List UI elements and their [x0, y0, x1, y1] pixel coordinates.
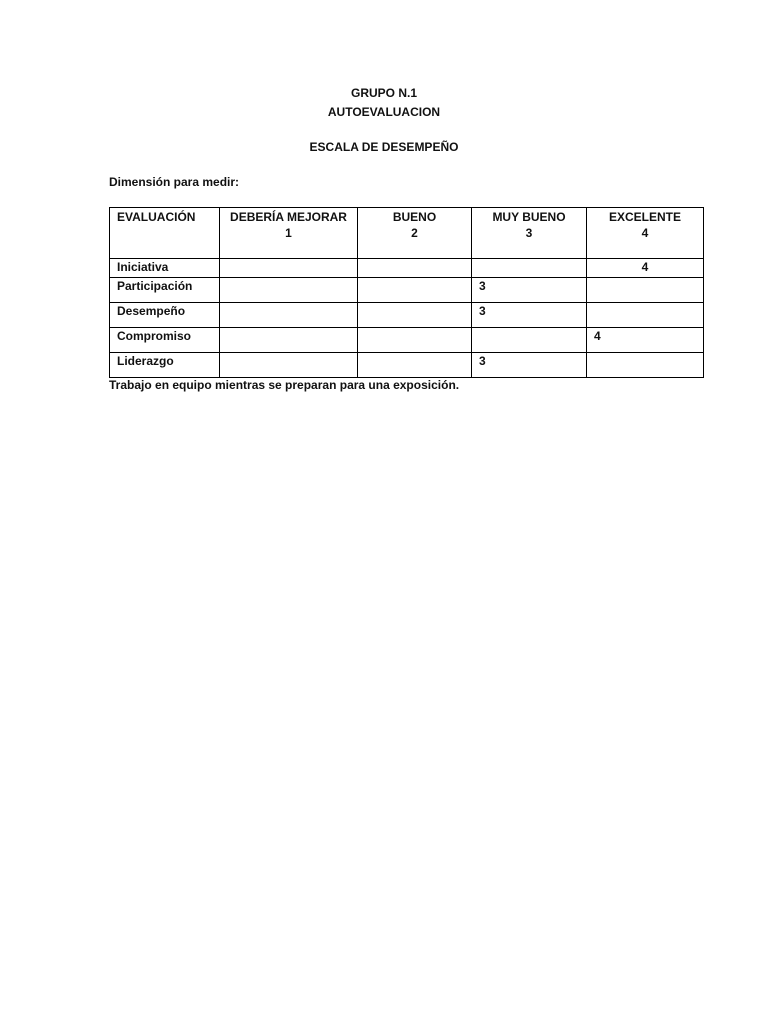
score-cell-1 [220, 303, 358, 328]
score-cell-2 [358, 303, 472, 328]
header-deberia-mejorar [220, 208, 358, 259]
criterion-cell: Participación [110, 278, 220, 303]
score-cell-4 [587, 353, 704, 378]
header-label: EXCELENTE [608, 210, 681, 224]
header-evaluacion [110, 208, 220, 259]
header-label: EVALUACIÓN [117, 210, 196, 224]
table-caption: Trabajo en equipo mientras se preparan para una exposición. [109, 378, 460, 392]
header-label: DEBERÍA MEJORAR [230, 210, 347, 224]
score-cell-4 [587, 278, 704, 303]
group-title: GRUPO N.1 [350, 86, 417, 100]
score-cell-2 [358, 328, 472, 353]
table-row [110, 353, 704, 378]
score-cell-1 [220, 259, 358, 278]
header-label: MUY BUENO [492, 210, 566, 224]
score-cell-3: 3 [472, 278, 587, 303]
header-muy-bueno [472, 208, 587, 259]
score-cell-2 [358, 278, 472, 303]
score-cell-3: 3 [472, 353, 587, 378]
score-cell-1 [220, 353, 358, 378]
score-cell-2 [358, 259, 472, 278]
score-cell-1 [220, 278, 358, 303]
table-row [110, 303, 704, 328]
scale-subtitle: ESCALA DE DESEMPEÑO [309, 140, 459, 154]
table-header-row [110, 208, 704, 259]
table-row [110, 278, 704, 303]
header-number: 1 [285, 226, 292, 240]
criterion-cell: Desempeño [110, 303, 220, 328]
criterion-cell: Compromiso [110, 328, 220, 353]
evaluation-table [109, 207, 704, 378]
header-bueno [358, 208, 472, 259]
header-number: 3 [525, 226, 533, 240]
score-cell-4: 4 [587, 328, 704, 353]
score-cell-4: 4 [587, 259, 704, 278]
table-row [110, 259, 704, 278]
document-title: AUTOEVALUACION [327, 105, 441, 119]
header-excelente [587, 208, 704, 259]
score-cell-1 [220, 328, 358, 353]
dimension-label: Dimensión para medir: [109, 175, 240, 189]
score-cell-3 [472, 259, 587, 278]
score-cell-3: 3 [472, 303, 587, 328]
criterion-cell: Liderazgo [110, 353, 220, 378]
score-cell-4 [587, 303, 704, 328]
header-number: 2 [411, 226, 418, 240]
score-cell-2 [358, 353, 472, 378]
score-cell-3 [472, 328, 587, 353]
table-row [110, 328, 704, 353]
header-label: BUENO [392, 210, 437, 224]
criterion-cell: Iniciativa [110, 259, 220, 278]
header-number: 4 [641, 226, 649, 240]
